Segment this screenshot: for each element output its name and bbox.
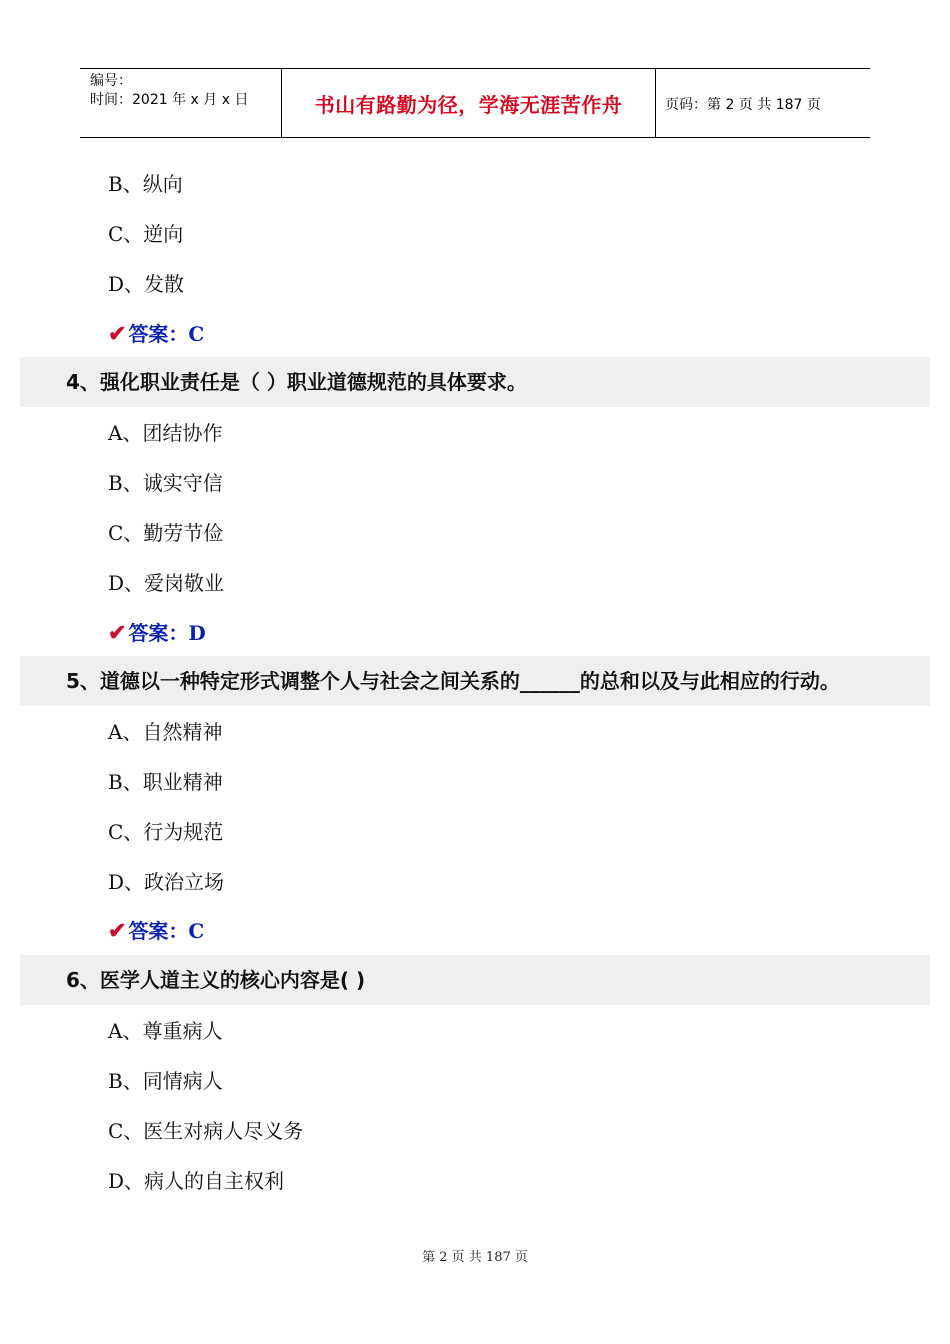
answer-text: 答案：C <box>128 919 205 943</box>
header-info-cell <box>80 69 280 137</box>
option-item: C、勤劳节俭 <box>108 521 224 545</box>
question-text: 6、医学人道主义的核心内容是( ) <box>66 968 366 992</box>
question-row <box>20 357 930 407</box>
option-item: C、逆向 <box>108 222 184 246</box>
option-item: A、自然精神 <box>108 720 223 744</box>
option-item: C、医生对病人尽义务 <box>108 1119 304 1143</box>
question-text: 5、道德以一种特定形式调整个人与社会之间关系的______的总和以及与此相应的行动。 <box>66 669 840 693</box>
option-item: B、诚实守信 <box>108 471 223 495</box>
question-row <box>20 656 930 706</box>
check-mark-icon: ✔ <box>108 321 127 347</box>
time-label: 时间：2021 年 x 月 x 日 <box>90 92 249 108</box>
header-motto-cell <box>281 69 656 137</box>
answer-line <box>108 320 204 348</box>
answer-text: 答案：D <box>128 621 206 645</box>
answer-line <box>108 917 204 945</box>
option-item: C、行为规范 <box>108 820 224 844</box>
option-item: A、尊重病人 <box>108 1019 223 1043</box>
header-page-cell <box>655 69 870 137</box>
answer-line <box>108 619 206 647</box>
option-item: D、发散 <box>108 272 185 296</box>
option-item: D、病人的自主权利 <box>108 1169 285 1193</box>
option-item: B、同情病人 <box>108 1069 223 1093</box>
answer-text: 答案：C <box>128 322 205 346</box>
page-footer: 第 2 页 共 187 页 <box>422 1250 528 1265</box>
question-text: 4、强化职业责任是（ ）职业道德规范的具体要求。 <box>66 370 527 394</box>
option-item: B、纵向 <box>108 172 183 196</box>
page-info: 页码：第 2 页 共 187 页 <box>665 97 821 113</box>
option-item: D、爱岗敬业 <box>108 571 225 595</box>
question-row <box>20 955 930 1005</box>
check-mark-icon: ✔ <box>108 918 127 944</box>
option-item: A、团结协作 <box>108 421 223 445</box>
option-item: D、政治立场 <box>108 870 225 894</box>
serial-label: 编号： <box>90 73 132 89</box>
page-header <box>80 68 870 138</box>
motto-text: 书山有路勤为径，学海无涯苦作舟 <box>314 93 623 117</box>
check-mark-icon: ✔ <box>108 620 127 646</box>
option-item: B、职业精神 <box>108 770 223 794</box>
